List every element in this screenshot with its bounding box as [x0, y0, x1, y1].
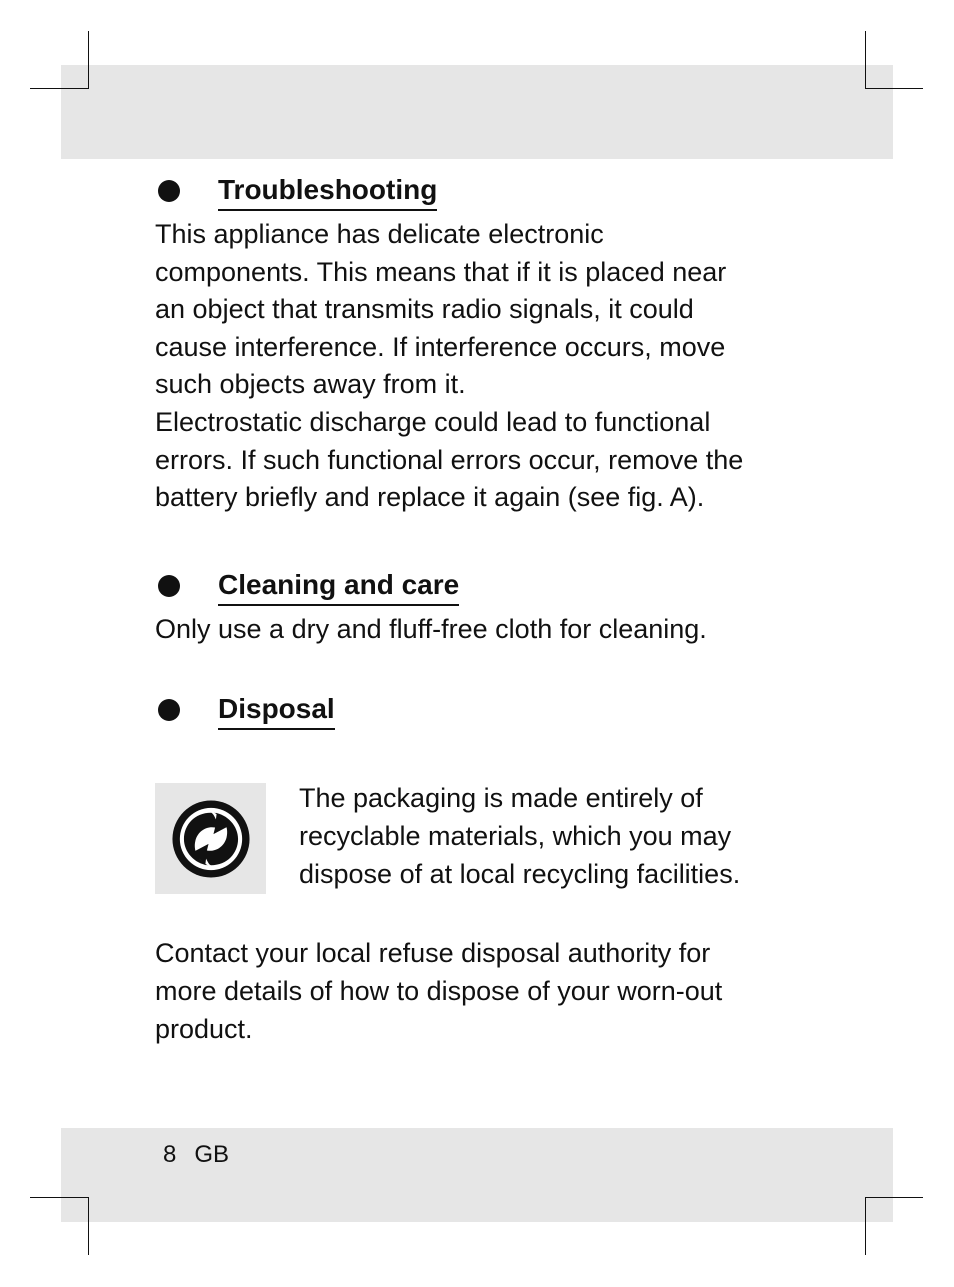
bullet-icon — [158, 575, 180, 597]
bullet-icon — [158, 180, 180, 202]
troubleshooting-section — [155, 172, 815, 517]
cleaning-section — [155, 567, 815, 649]
header-band — [61, 65, 893, 159]
section-text: Only use a dry and fluff-free cloth for cleaning. — [155, 613, 707, 644]
packaging-text: The packaging is made entirely of recyclable materials, which you may dispose of at local recycling facilities. — [299, 783, 741, 890]
crop-mark — [30, 1197, 88, 1198]
crop-mark — [88, 31, 89, 89]
section-heading: Disposal — [218, 691, 335, 730]
green-dot-recycling-icon — [155, 783, 266, 894]
section-heading-row — [155, 172, 815, 216]
crop-mark — [30, 88, 88, 89]
page-number: 8 — [163, 1141, 177, 1168]
contact-text: Contact your local refuse disposal authority for more details of how to dispose of your worn-out product. — [155, 938, 723, 1044]
page-footer — [163, 1140, 229, 1170]
crop-mark — [865, 1197, 866, 1255]
section-text: This appliance has delicate electronic components. This means that if it is placed near an object that transmits radio signals, it could cause interference. If interference occurs, move such objects away from it. Electrostatic discharge could lead to functional errors. If such functional errors occur, remove the battery briefly and replace it again (see fig. A). — [155, 219, 744, 513]
language-code: GB — [194, 1141, 230, 1168]
section-heading-row — [155, 691, 815, 735]
bullet-icon — [158, 699, 180, 721]
section-heading: Troubleshooting — [218, 172, 437, 211]
section-heading: Cleaning and care — [218, 567, 459, 606]
page-content — [155, 172, 815, 1048]
section-heading-row — [155, 567, 815, 611]
disposal-section — [155, 691, 815, 1048]
crop-mark — [865, 1197, 923, 1198]
crop-mark — [865, 88, 923, 89]
packaging-info — [155, 779, 815, 899]
crop-mark — [88, 1197, 89, 1255]
crop-mark — [865, 31, 866, 89]
